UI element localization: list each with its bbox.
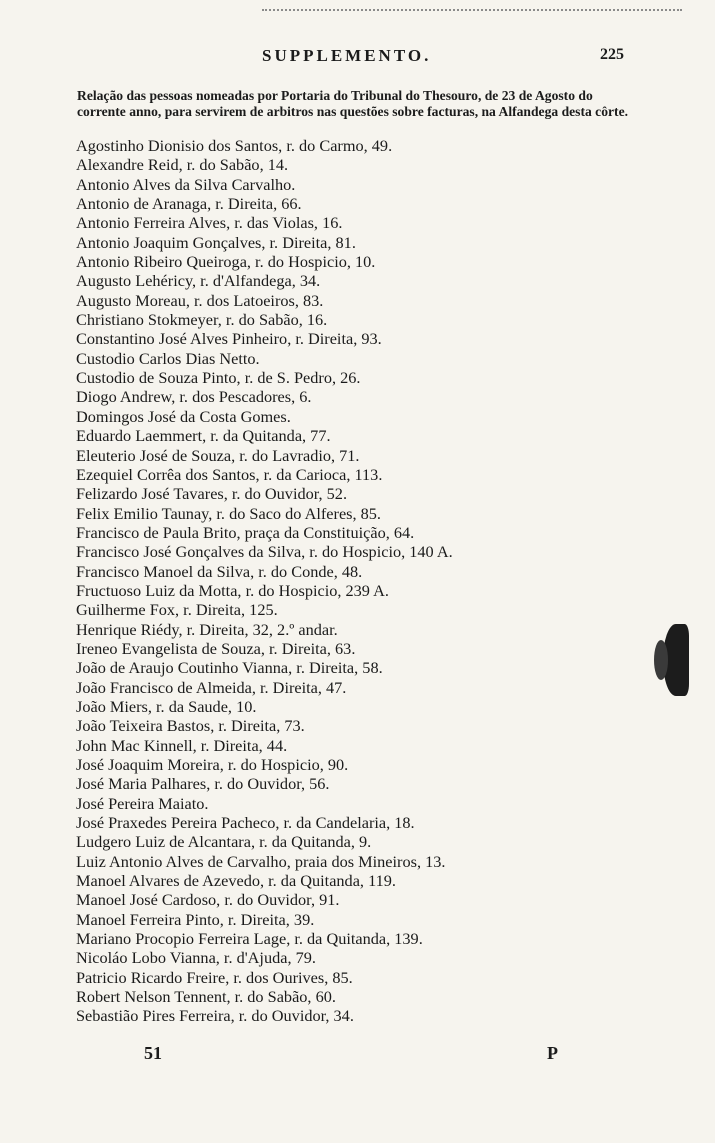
list-entry: Francisco José Gonçalves da Silva, r. do Hospicio, 140 A.	[76, 542, 453, 562]
list-entry: Domingos José da Costa Gomes.	[76, 406, 291, 426]
list-entry: João Teixeira Bastos, r. Direita, 73.	[76, 716, 305, 736]
arbiter-list	[76, 136, 656, 1026]
list-entry: João de Araujo Coutinho Vianna, r. Direita, 58.	[76, 658, 383, 678]
list-entry: Nicoláo Lobo Vianna, r. d'Ajuda, 79.	[76, 948, 316, 968]
list-entry: Robert Nelson Tennent, r. do Sabão, 60.	[76, 987, 336, 1007]
signature-mark: 51	[144, 1043, 162, 1063]
list-entry: Antonio Ferreira Alves, r. das Violas, 16.	[76, 213, 343, 233]
list-entry: Francisco de Paula Brito, praça da Constituição, 64.	[76, 522, 415, 542]
list-entry: Constantino José Alves Pinheiro, r. Direita, 93.	[76, 329, 382, 349]
list-entry: João Francisco de Almeida, r. Direita, 47.	[76, 677, 347, 697]
list-entry: Antonio de Aranaga, r. Direita, 66.	[76, 194, 302, 214]
top-edge-rule	[262, 9, 682, 11]
list-entry: Manoel Ferreira Pinto, r. Direita, 39.	[76, 909, 315, 929]
list-entry: Guilherme Fox, r. Direita, 125.	[76, 600, 278, 620]
list-entry: Augusto Lehéricy, r. d'Alfandega, 34.	[76, 271, 321, 291]
list-entry: Custodio de Souza Pinto, r. de S. Pedro, 26.	[76, 368, 361, 388]
list-entry: Fructuoso Luiz da Motta, r. do Hospicio, 239 A.	[76, 580, 389, 600]
running-title: SUPPLEMENTO.	[262, 46, 432, 65]
list-entry: Antonio Alves da Silva Carvalho.	[76, 174, 296, 194]
list-entry: Felix Emilio Taunay, r. do Saco do Alferes, 85.	[76, 503, 381, 523]
list-entry: Patricio Ricardo Freire, r. dos Ourives, 85.	[76, 967, 353, 987]
list-entry: Eleuterio José de Souza, r. do Lavradio, 71.	[76, 445, 360, 465]
list-entry: John Mac Kinnell, r. Direita, 44.	[76, 735, 288, 755]
list-entry: Luiz Antonio Alves de Carvalho, praia dos Mineiros, 13.	[76, 851, 446, 871]
catchword: P	[547, 1043, 558, 1063]
list-entry: João Miers, r. da Saude, 10.	[76, 696, 257, 716]
list-entry: Ezequiel Corrêa dos Santos, r. da Carioca, 113.	[76, 464, 383, 484]
intro-paragraph: Relação das pessoas nomeadas por Portaria do Tribunal do Thesouro, de 23 de Agosto do corrente anno, para servirem de arbitros nas questões sobre facturas, na Alfandega desta côrte.	[77, 87, 628, 120]
list-entry: Christiano Stokmeyer, r. do Sabão, 16.	[76, 310, 328, 330]
list-entry: Henrique Riédy, r. Direita, 32, 2.º andar.	[76, 619, 338, 639]
list-entry: Sebastião Pires Ferreira, r. do Ouvidor, 34.	[76, 1006, 354, 1026]
page-header	[0, 46, 715, 68]
list-entry: Mariano Procopio Ferreira Lage, r. da Quitanda, 139.	[76, 929, 423, 949]
list-entry: Manoel José Cardoso, r. do Ouvidor, 91.	[76, 890, 340, 910]
list-entry: Manoel Alvares de Azevedo, r. da Quitanda, 119.	[76, 871, 396, 891]
list-entry: Antonio Ribeiro Queiroga, r. do Hospicio, 10.	[76, 252, 376, 272]
list-entry: José Pereira Maiato.	[76, 793, 209, 813]
list-entry: Ireneo Evangelista de Souza, r. Direita, 63.	[76, 638, 356, 658]
list-entry: Augusto Moreau, r. dos Latoeiros, 83.	[76, 290, 324, 310]
list-entry: Francisco Manoel da Silva, r. do Conde, 48.	[76, 561, 363, 581]
list-entry: José Maria Palhares, r. do Ouvidor, 56.	[76, 774, 330, 794]
list-entry: Diogo Andrew, r. dos Pescadores, 6.	[76, 387, 312, 407]
list-entry: Ludgero Luiz de Alcantara, r. da Quitanda, 9.	[76, 832, 372, 852]
list-entry: Antonio Joaquim Gonçalves, r. Direita, 81.	[76, 232, 356, 252]
list-entry: Alexandre Reid, r. do Sabão, 14.	[76, 155, 289, 175]
list-entry: Felizardo José Tavares, r. do Ouvidor, 52.	[76, 484, 348, 504]
page-number: 225	[600, 46, 624, 63]
list-entry: José Joaquim Moreira, r. do Hospicio, 90.	[76, 755, 349, 774]
list-entry: Agostinho Dionisio dos Santos, r. do Carmo, 49.	[76, 136, 393, 155]
list-entry: Eduardo Laemmert, r. da Quitanda, 77.	[76, 426, 331, 446]
ink-blot-edge	[654, 640, 668, 680]
list-entry: Custodio Carlos Dias Netto.	[76, 348, 260, 368]
list-entry: José Praxedes Pereira Pacheco, r. da Candelaria, 18.	[76, 813, 415, 833]
